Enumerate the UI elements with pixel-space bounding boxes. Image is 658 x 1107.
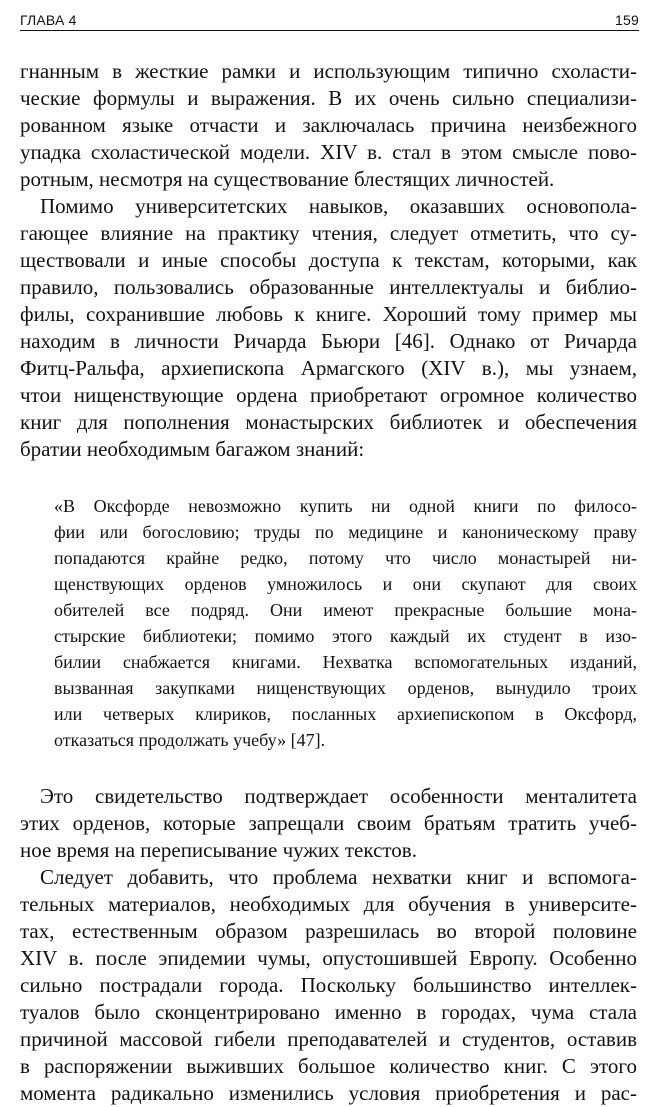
text-line: туалов было сконцентрировано именно в городах, чума стала bbox=[20, 1000, 637, 1024]
text-line: причиной массовой гибели преподавателей и студентов, оставив bbox=[20, 1027, 637, 1051]
text-line: момента радикально изменились условия приобретения и рас- bbox=[20, 1081, 637, 1105]
quote-line: отказаться продолжать учебу» [47]. bbox=[54, 730, 326, 750]
text-line: Помимо университетских навыков, оказавших основопола- bbox=[40, 194, 637, 218]
text-line: правило, пользовались образованные интеллектуалы и библио- bbox=[20, 275, 637, 299]
text-line: сильно пострадали города. Поскольку большинство интеллек- bbox=[20, 973, 637, 997]
text-line: Это свидетельство подтверждает особенности менталитета bbox=[40, 784, 637, 808]
text-line: гающее влияние на практику чтения, следует отметить, что су- bbox=[20, 221, 637, 245]
text-line: тах, естественным образом разрешилась во второй половине bbox=[20, 919, 637, 943]
paragraph-4 bbox=[20, 864, 637, 1107]
text-line: чтои нищенствующие ордена приобретают огромное количество bbox=[20, 383, 637, 407]
text-line: ществовали и иные способы доступа к текстам, которыми, как bbox=[20, 248, 637, 272]
text-line: этих орденов, которые запрещали своим братьям тратить учеб- bbox=[20, 811, 637, 835]
quote-line: обителей все подряд. Они имеют прекрасные большие мона- bbox=[54, 600, 637, 620]
paragraph-1 bbox=[20, 58, 637, 193]
quote-line: вызванная закупками нищенствующих орденов, вынудило троих bbox=[54, 678, 637, 698]
quote-line: попадаются крайне редко, потому что число монастырей ни- bbox=[54, 548, 637, 568]
chapter-title: ГЛАВА 4 bbox=[20, 12, 77, 28]
text-line: ческие формулы и выражения. В их очень сильно специализи- bbox=[20, 86, 637, 110]
text-line: братии необходимым багажом знаний: bbox=[20, 437, 365, 461]
paragraph-3 bbox=[20, 783, 637, 864]
running-head bbox=[20, 8, 639, 31]
text-line: книг для пополнения монастырских библиотек и обеспечения bbox=[20, 410, 637, 434]
quote-line: щенствующих орденов умножилось и они скупают для своих bbox=[54, 574, 637, 594]
text-line: ное время на переписывание чужих текстов. bbox=[20, 838, 417, 862]
text-line: Фитц-Ральфа, архиепископа Армагского (XIV в.), мы узнаем, bbox=[20, 356, 637, 380]
quote-line: билии снабжается книгами. Нехватка вспомогательных изданий, bbox=[54, 652, 637, 672]
quote-line: стырские библиотеки; помимо этого каждый их студент в изо- bbox=[54, 626, 637, 646]
text-line: ротным, несмотря на существование блестящих личностей. bbox=[20, 167, 555, 191]
text-line: XIV в. после эпидемии чумы, опустошившей Европу. Особенно bbox=[20, 946, 637, 970]
text-line: гнанным в жесткие рамки и использующим типично схоласти- bbox=[20, 59, 637, 83]
page-number: 159 bbox=[615, 12, 639, 28]
text-line: в распоряжении выживших большое количество книг. С этого bbox=[20, 1054, 637, 1078]
paragraph-2 bbox=[20, 193, 637, 463]
quote-line: фии или богословию; труды по медицине и каноническому праву bbox=[54, 522, 637, 542]
text-line: Следует добавить, что проблема нехватки книг и вспомога- bbox=[40, 865, 637, 889]
block-quote bbox=[54, 493, 637, 753]
quote-line: или четверых клириков, посланных архиепископом в Оксфорд, bbox=[54, 704, 637, 724]
text-line: филы, сохранившие любовь к книге. Хороший тому пример мы bbox=[20, 302, 637, 326]
quote-line: «В Оксфорде невозможно купить ни одной книги по филосо- bbox=[54, 496, 637, 516]
text-line: упадка схоластической модели. XIV в. стал в этом смысле пово- bbox=[20, 140, 637, 164]
page-body bbox=[20, 58, 637, 1107]
text-line: находим в личности Ричарда Бьюри [46]. Однако от Ричарда bbox=[20, 329, 637, 353]
text-line: рованном языке отчасти и заключалась причина неизбежного bbox=[20, 113, 637, 137]
text-line: тельных материалов, необходимых для обучения в университе- bbox=[20, 892, 637, 916]
